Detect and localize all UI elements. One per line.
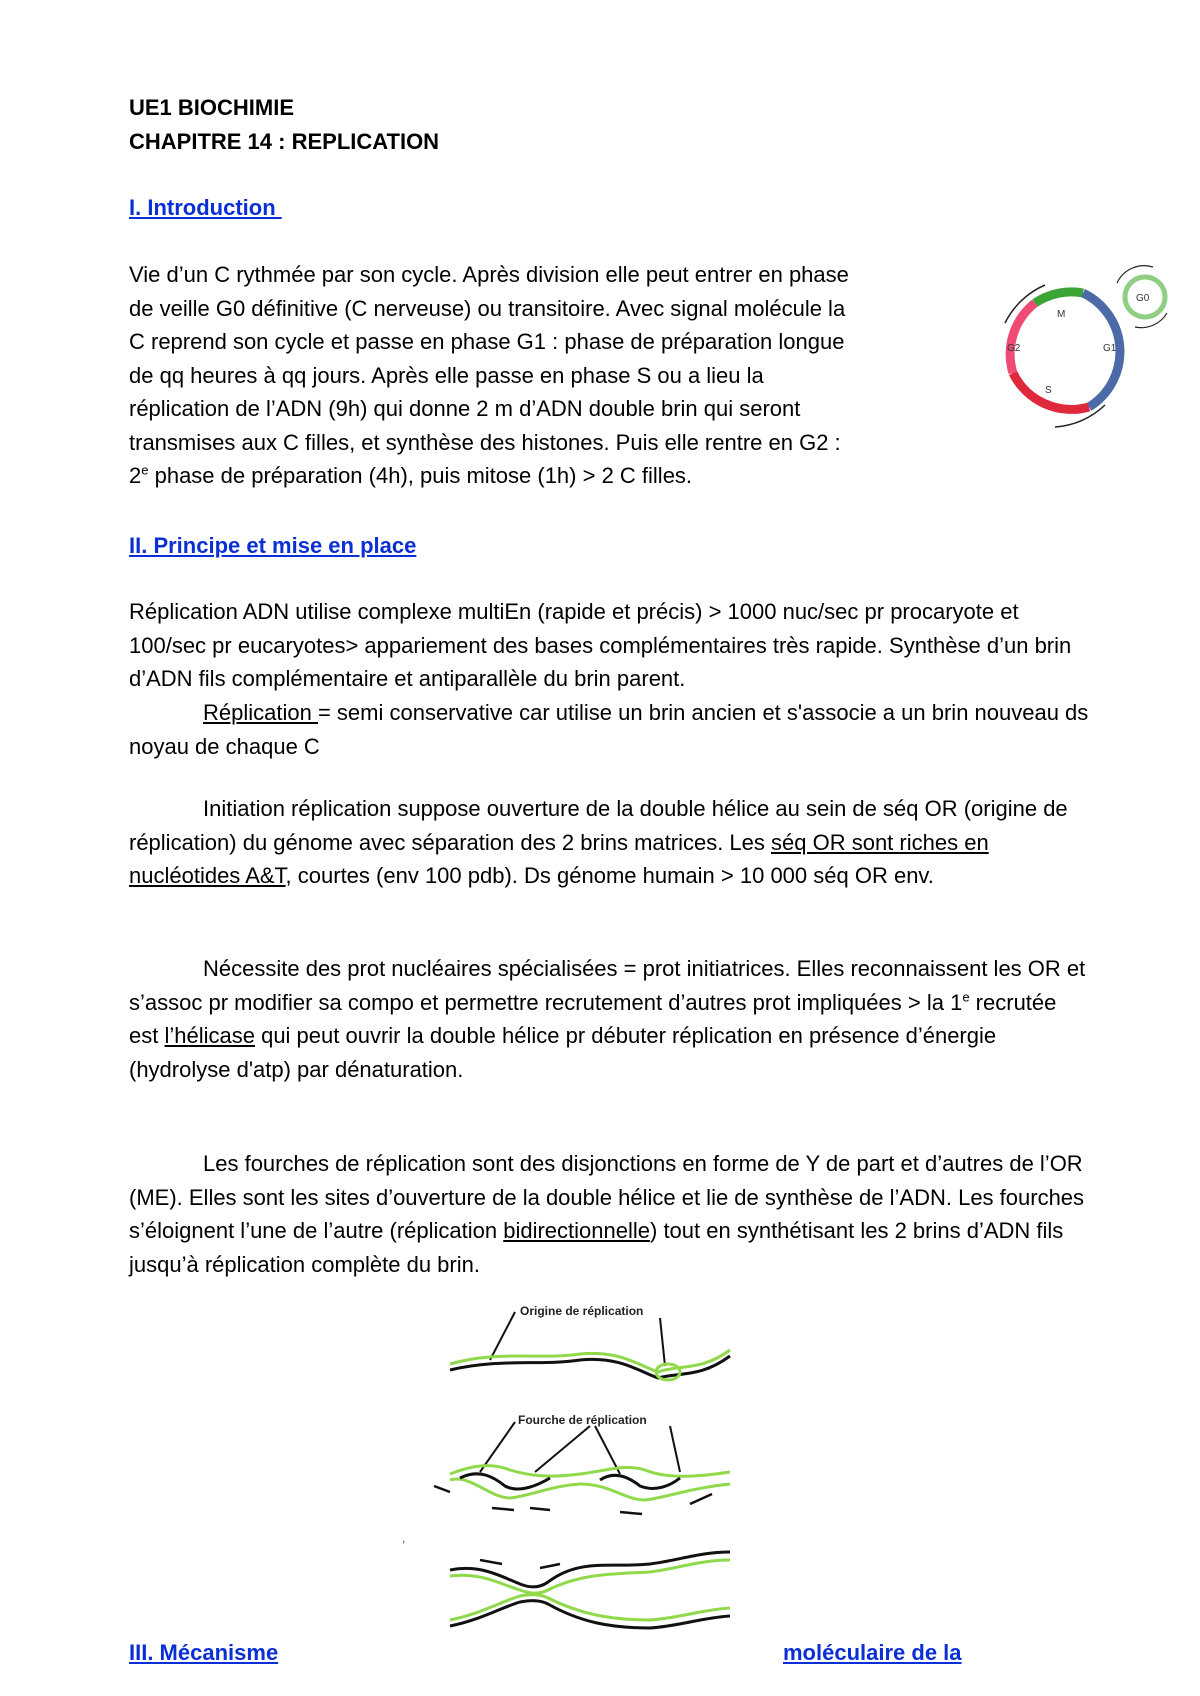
arrow-right-icon [480, 1560, 502, 1564]
principe-paragraph-2 [129, 696, 1089, 763]
paragraph-text: Les fourches de réplication sont des disjonctions en forme de Y de part et d’autres de l’OR (ME). Elles sont les sites d’ouverture de la double hélice et lie de synthèse de l’ADN. Les fourches s’éloignent l’une de l’autre (réplication [129, 1151, 1085, 1243]
principe-paragraph-5 [129, 1147, 1089, 1281]
label-s: S [1045, 385, 1052, 396]
chapter-title: CHAPITRE 14 : REPLICATION [129, 129, 440, 154]
intro-line: de veille G0 définitive (C nerveuse) ou transitoire. Avec signal molécule la [129, 295, 846, 321]
underlined-term: bidirectionnelle [503, 1218, 650, 1243]
underlined-term: séq OR sont riches en nucléotides A&T [129, 829, 989, 888]
paragraph-text: ) tout en synthétisant les 2 brins d’ADN fils jusqu’à réplication complète du brin. [129, 1218, 1064, 1277]
underlined-term: Réplication [203, 700, 318, 725]
pointer-line [660, 1318, 665, 1366]
paragraph-text: qui peut ouvrir la double hélice pr débuter réplication en présence d’énergie (hydrolyse d'atp) par dénaturation. [129, 1023, 997, 1082]
section-heading-moleculaire[interactable]: moléculaire de la [783, 1640, 962, 1665]
replication-fork-diagram [402, 1302, 760, 1642]
label-g2: G2 [1007, 343, 1021, 354]
principe-paragraph-4 [129, 952, 1089, 1086]
label-g0: G0 [1136, 293, 1150, 304]
pointer-line [535, 1426, 590, 1472]
label-fork: Fourche de réplication [518, 1413, 647, 1427]
ordinal-suffix: e [962, 989, 970, 1005]
arrow-left-icon [540, 1564, 560, 1568]
section-heading-introduction[interactable]: I. Introduction [129, 195, 282, 220]
section-heading-mecanisme[interactable]: III. Mécanisme [129, 1640, 279, 1665]
paragraph-text: , courtes (env 100 pdb). Ds génome humain > 10 000 séq OR env. [285, 863, 934, 888]
intro-line: de qq heures à qq jours. Après elle passe en phase S ou a lieu la [129, 362, 764, 388]
arrow-right-icon [690, 1494, 712, 1504]
intro-paragraph [129, 258, 969, 493]
section-heading-principe[interactable]: II. Principe et mise en place [129, 533, 417, 558]
course-title: UE1 BIOCHIMIE [129, 95, 295, 120]
pointer-line [670, 1426, 680, 1472]
underlined-term: l’hélicase [164, 1023, 255, 1048]
intro-line [129, 459, 969, 493]
principe-paragraph-1: Réplication ADN utilise complexe multiEn (rapide et précis) > 1000 nuc/sec pr procaryote et 100/sec pr eucaryotes> appariement des bases complémentaires très rapide. Synthèse d’un brin d’ADN fils complémentaire et antiparallèle du brin parent. [129, 599, 1072, 691]
intro-line: réplication de l’ADN (9h) qui donne 2 m d’ADN double brin qui seront [129, 396, 801, 421]
ordinal-number: 2 [129, 463, 142, 488]
paragraph-text: Nécessite des prot nucléaires spécialisées = prot initiatrices. Elles reconnaissent les OR et s’assoc pr modifier sa compo et permettre recrutement d’autres prot impliquées > la 1 [129, 956, 1086, 1015]
principe-paragraph-3 [129, 792, 1089, 893]
arrow-left-icon [434, 1486, 450, 1492]
arrow-right-icon [492, 1508, 514, 1510]
paragraph-text: Initiation réplication suppose ouverture de la double hélice au sein de séq OR (origine de réplication) du génome avec séparation des 2 brins matrices. Les [129, 796, 1068, 855]
cycle-arc-m [1035, 292, 1083, 303]
stray-mark: , [402, 1531, 406, 1545]
intro-line: Vie d’un C rythmée par son cycle. Après division elle peut entrer en phase [129, 262, 849, 287]
dna-strand-2 [450, 1466, 730, 1500]
intro-line-rest: phase de préparation (4h), puis mitose (1h) > 2 C filles. [148, 463, 693, 488]
paragraph-text: recrutée est [129, 989, 1057, 1048]
intro-line: transmises aux C filles, et synthèse des histones. Puis elle rentre en G2 : [129, 429, 841, 455]
ordinal-suffix: e [141, 462, 149, 478]
label-m: M [1057, 309, 1066, 320]
paragraph-text: = semi conservative car utilise un brin ancien et s'associe a un brin nouveau ds noyau de chaque C [129, 700, 1089, 759]
cell-cycle-diagram [985, 255, 1185, 450]
intro-line: C reprend son cycle et passe en phase G1 : phase de préparation longue [129, 329, 845, 354]
pointer-line [490, 1312, 515, 1360]
label-g1: G1 [1103, 343, 1117, 354]
arrow-left-icon [530, 1508, 550, 1510]
label-origin: Origine de réplication [520, 1304, 644, 1318]
cycle-arc-g2 [1010, 303, 1035, 373]
arrow-right-icon [620, 1512, 642, 1514]
